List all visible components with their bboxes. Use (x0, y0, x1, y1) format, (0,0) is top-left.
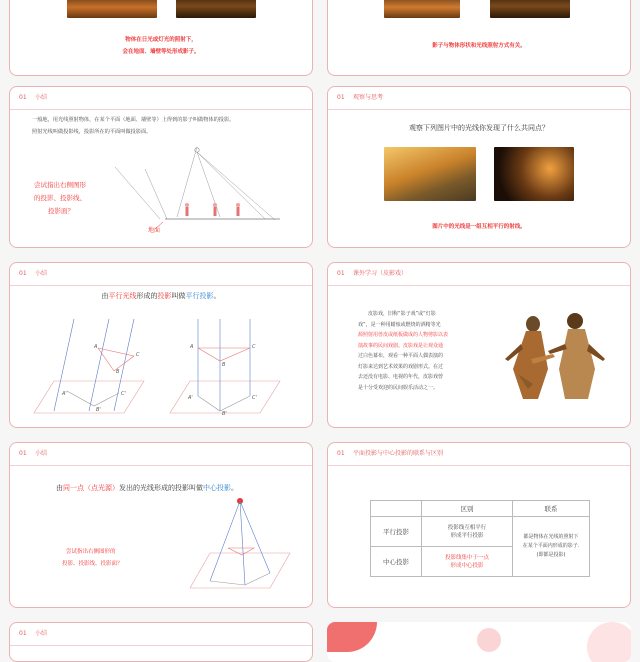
table-cell (371, 501, 422, 517)
photo-sunset-street (67, 0, 157, 18)
card-shadow-play (327, 262, 631, 428)
shadowplay-text (358, 309, 508, 393)
card-header (328, 443, 630, 466)
section-title: 课外学习（皮影戏） (353, 270, 408, 277)
text-part: 发出的光线形成的投影叫做 (119, 484, 203, 492)
text-line: 戏”，是一种用蜡烛或燃烧的酒精等光 (358, 321, 441, 328)
prompt-line1: 尝试指出右侧图形 (34, 181, 86, 189)
text-part: 由 (101, 292, 109, 300)
header-relation: 联系 (513, 501, 590, 517)
card-header (10, 263, 312, 286)
section-number: 01 (337, 94, 345, 101)
person-icon (185, 203, 189, 216)
section-title: 小结 (35, 94, 48, 101)
card-relation-difference (327, 442, 631, 608)
observe-question: 观察下列图片中的光线你发现了什么共同点？ (409, 124, 549, 132)
label-C: C (136, 352, 140, 358)
text-line: (即都是投影) (536, 552, 566, 558)
label-B-prime: B' (222, 411, 227, 417)
label-B: B (222, 362, 226, 368)
photo-sunset-street (384, 0, 460, 18)
header-difference: 区别 (422, 501, 513, 517)
card-header (10, 87, 312, 110)
person-icon (213, 203, 217, 216)
text-line: 灯影来达到艺术效果的戏剧形式。在过 (358, 363, 444, 370)
text-line: 都是物体在光线的照射下 (523, 534, 579, 540)
parallel-diagram-oblique (24, 311, 164, 421)
prompt-line2: 的投影、投影线、 (34, 194, 86, 202)
highlight-parallel-light: 平行光线 (108, 292, 137, 300)
ground-label: 地面 (148, 227, 161, 234)
prompt-line3: 投影面？ (48, 207, 74, 215)
text-line-highlight: 演故事的民间戏剧。皮影戏是让观众通 (358, 342, 444, 349)
section-number: 01 (337, 270, 345, 277)
card-header (10, 623, 312, 646)
table-row (371, 517, 590, 547)
definition-line2: 照射光线叫做投影线，投影所在的平面叫做投影面。 (32, 129, 152, 135)
card-header (10, 443, 312, 466)
text-part: 由 (56, 484, 63, 492)
central-diagram (190, 493, 300, 603)
section-title: 小结 (35, 450, 48, 457)
section-title: 小结 (35, 270, 48, 277)
photo-lamp-night (490, 0, 570, 18)
text-line: 是十分受欢迎的民间娱乐活动之一。 (358, 384, 439, 391)
card-header (328, 87, 630, 110)
comparison-table (370, 500, 590, 577)
text-line: 皮影戏，旧称“影子戏”或“灯影 (368, 311, 436, 317)
decorative-circle (587, 622, 631, 662)
text-line: 过白色幕布，观看一种平面人偶表演的 (358, 353, 444, 359)
table-row (371, 501, 590, 517)
text-line: 去还没有电影、电视的年代，皮影戏曾 (358, 374, 444, 380)
highlight-point-source: 同一点（点光源） (63, 484, 119, 492)
text-part: 形成的 (136, 292, 158, 300)
person-icon (236, 203, 240, 216)
label-B-prime: B' (96, 407, 101, 413)
label-B: B (116, 369, 120, 375)
photo-lantern-night (494, 147, 574, 201)
row-diff-parallel (422, 517, 513, 547)
parallel-diagram-orthogonal (160, 311, 300, 421)
text-part: 叫做 (171, 292, 186, 300)
label-A: A (94, 344, 98, 350)
text-line: 投影线互相平行 (447, 524, 487, 531)
text-line: 投影线集中于一点 (444, 554, 489, 561)
card-top-left (9, 0, 313, 76)
label-A: A (190, 344, 194, 350)
lamp-icon (195, 148, 199, 152)
card-top-right (327, 0, 631, 76)
section-number: 01 (337, 450, 345, 457)
section-number: 01 (19, 630, 27, 637)
highlight-projection: 投影 (157, 292, 172, 300)
card-header (328, 263, 630, 286)
text-line-highlight: 源照射用兽皮或纸板做成的人物剪影以表 (358, 332, 449, 338)
observe-caption: 图片中的光线是一组互相平行的射线。 (432, 224, 526, 230)
card-parallel-projection (9, 262, 313, 428)
row-name-central: 中心投影 (371, 547, 422, 577)
row-name-parallel: 平行投影 (371, 517, 422, 547)
highlight-parallel-projection: 平行投影 (185, 292, 214, 300)
relation-cell (513, 517, 590, 577)
prompt-line2: 投影、投影线、投影面？ (62, 561, 123, 567)
label-A-prime: A' (62, 391, 67, 397)
label-C: C (252, 344, 256, 350)
card-bottom-left (9, 622, 313, 662)
parallel-definition (10, 291, 312, 301)
text-line: 形成中心投影 (450, 562, 484, 569)
central-definition (56, 483, 238, 493)
highlight-central-projection: 中心投影 (203, 484, 231, 492)
caption: 影子与物体形状和光线照射方式有关。 (432, 43, 526, 49)
section-number: 01 (19, 94, 27, 101)
prompt-line1: 尝试指出右侧图形的 (66, 549, 116, 555)
section-title: 小结 (35, 630, 48, 637)
card-observe-think (327, 86, 631, 248)
caption-line2: 会在地面、墙壁等处形成影子。 (122, 49, 200, 55)
text-part: 。 (231, 484, 238, 492)
caption-line1: 物体在日光或灯光的照射下， (125, 37, 197, 43)
projection-diagram (105, 137, 305, 237)
photo-autumn-street (384, 147, 476, 201)
card-summary-projection (9, 86, 313, 248)
row-diff-central (422, 547, 513, 577)
text-part: 。 (213, 292, 221, 300)
definition-line1: 一般地，用光线照射物体，在某个平面（地面、墙壁等）上得到的影子叫做物体的投影。 (32, 117, 235, 123)
section-number: 01 (19, 450, 27, 457)
section-number: 01 (19, 270, 27, 277)
decorative-shape (327, 622, 377, 652)
photo-lamp-night (176, 0, 256, 18)
card-central-projection (9, 442, 313, 608)
section-title: 平面投影与中心投影的联系与区别 (353, 450, 444, 457)
shadow-puppets-image (493, 299, 613, 409)
text-line: 在某个平面内形成的影子. (522, 543, 580, 549)
card-bottom-right (327, 622, 631, 662)
label-C-prime: C' (121, 391, 126, 397)
text-line: 形成平行投影 (450, 532, 484, 539)
section-title: 观察与思考 (353, 94, 384, 101)
decorative-circle (477, 628, 501, 652)
label-A-prime: A' (188, 395, 193, 401)
label-C-prime: C' (252, 395, 257, 401)
